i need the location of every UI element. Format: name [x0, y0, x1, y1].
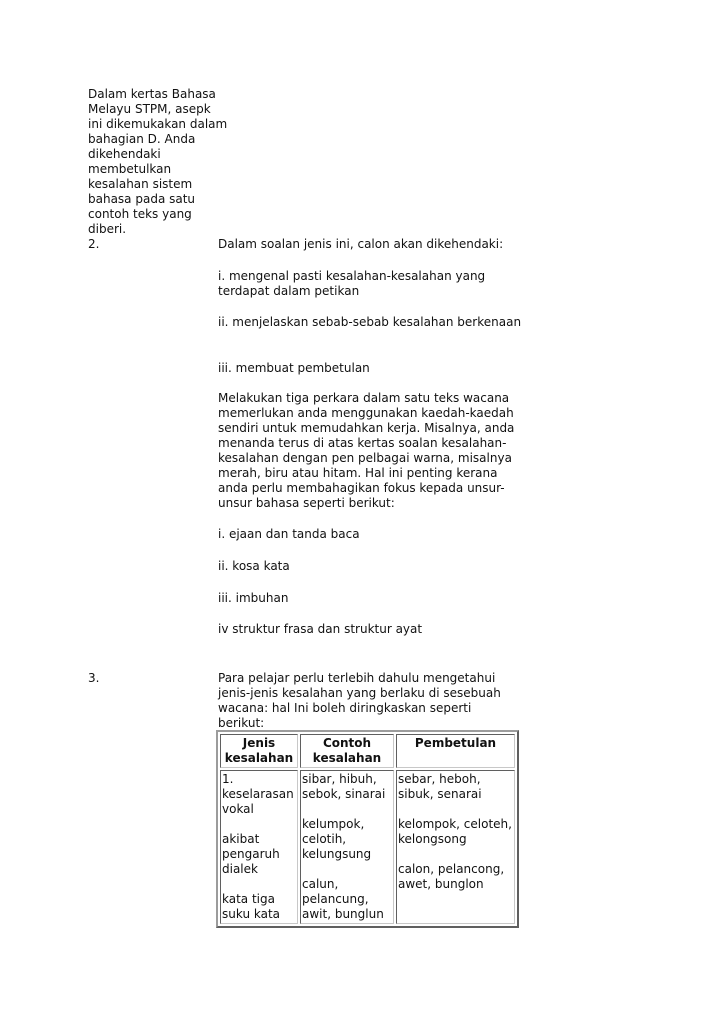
section-3-number: 3.: [88, 671, 100, 685]
spacer: [398, 847, 513, 862]
aspect-2: ii. kosa kata: [218, 559, 290, 573]
task-1: i. mengenal pasti kesalahan-kesalahan yang terdapat dalam petikan: [218, 269, 486, 298]
task-3: iii. membuat pembetulan: [218, 361, 370, 375]
pembetulan-item-1: sebar, heboh, sibuk, senarai: [398, 772, 482, 801]
jenis-kesalahan-cell: [220, 770, 298, 924]
spacer: [302, 802, 392, 817]
section-2-paragraph: Melakukan tiga perkara dalam satu teks wacana memerlukan anda menggunakan kaedah-kaedah sendiri untuk memudahkan kerja. Misalnya, anda menanda terus di atas kertas soalan kesalahan-kesalahan dengan pen pelbagai warna, misalnya merah, biru atau hitam. Hal ini penting kerana anda perlu membahagikan fokus kepada unsur-unsur bahasa seperti berikut:: [218, 391, 515, 510]
pembetulan-cell: [396, 770, 515, 924]
contoh-kesalahan-cell: [300, 770, 394, 924]
aspect-1: i. ejaan dan tanda baca: [218, 527, 360, 541]
aspect-4: iv struktur frasa dan struktur ayat: [218, 622, 423, 636]
task-2: ii. menjelaskan sebab-sebab kesalahan berkenaan: [218, 315, 522, 329]
contoh-item-2: kelumpok, celotih, kelungsung: [302, 817, 372, 861]
error-types-table: [216, 730, 519, 928]
jenis-item-2: akibat pengaruh dialek: [222, 832, 280, 876]
section-3-lead: Para pelajar perlu terlebih dahulu mengetahui jenis-jenis kesalahan yang berlaku di sesebuah wacana: hal Ini boleh diringkaskan seperti berikut:: [218, 671, 501, 730]
header-jenis-kesalahan: Jenis kesalahan: [220, 734, 298, 768]
jenis-item-1: 1. keselarasan vokal: [222, 772, 294, 816]
spacer: [302, 862, 392, 877]
contoh-item-1: sibar, hibuh, sebok, sinarai: [302, 772, 386, 801]
pembetulan-item-3: calon, pelancong, awet, bunglon: [398, 862, 505, 891]
header-contoh-kesalahan: Contoh kesalahan: [300, 734, 394, 768]
header-pembetulan: Pembetulan: [396, 734, 515, 768]
pembetulan-item-2: kelompok, celoteh, kelongsong: [398, 817, 512, 846]
section-2-lead: Dalam soalan jenis ini, calon akan dikehendaki:: [218, 237, 504, 251]
contoh-item-3: calun, pelancung, awit, bunglun: [302, 877, 384, 921]
intro-paragraph: Dalam kertas Bahasa Melayu STPM, asepk ini dikemukakan dalam bahagian D. Anda dikehendaki membetulkan kesalahan sistem bahasa pada satu contoh teks yang diberi.: [88, 87, 228, 236]
table-header-row: [220, 734, 515, 768]
spacer: [222, 877, 296, 892]
jenis-item-3: kata tiga suku kata: [222, 892, 281, 921]
table-row: [220, 770, 515, 924]
spacer: [398, 802, 513, 817]
aspect-3: iii. imbuhan: [218, 591, 289, 605]
section-2-number: 2.: [88, 237, 100, 251]
spacer: [222, 817, 296, 832]
